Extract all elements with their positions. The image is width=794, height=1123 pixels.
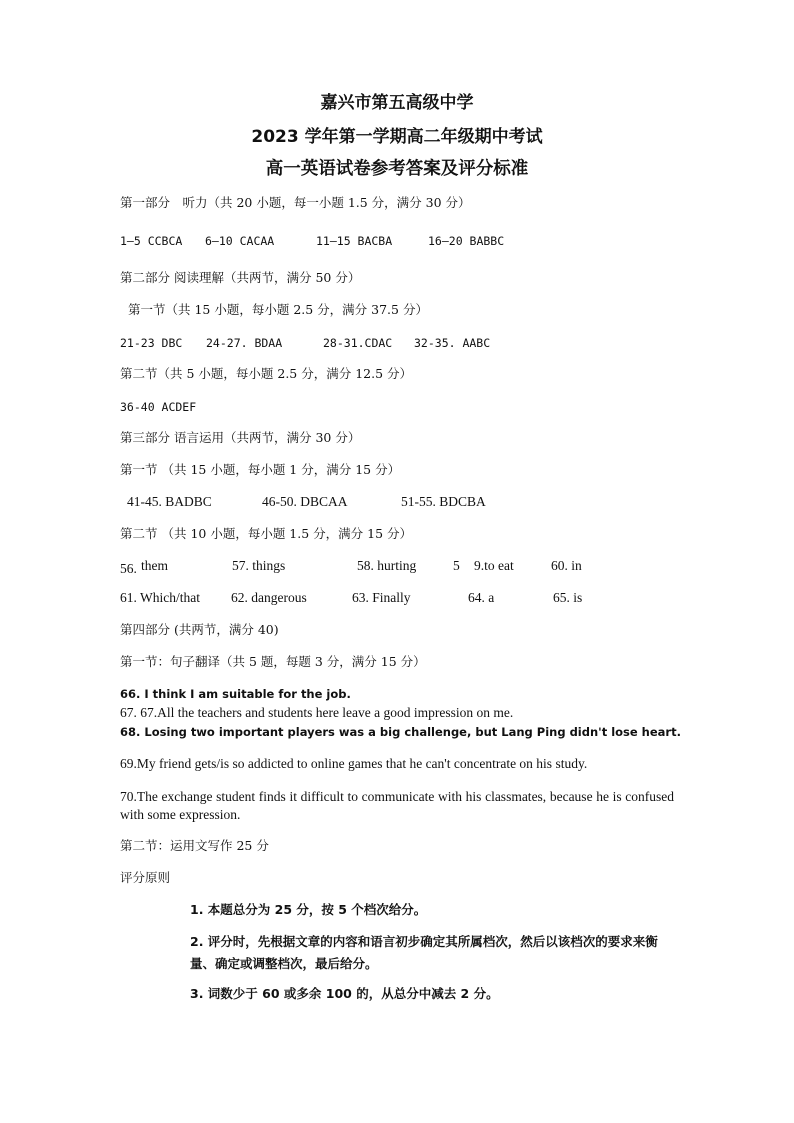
answer-58: 58. hurting	[357, 558, 417, 573]
answer-63: 63. Finally	[352, 590, 411, 605]
exam-title: 2023 学年第一学期高二年级期中考试	[251, 127, 543, 147]
part2-section2-heading: 第二节（共 5 小题，每小题 2.5 分，满分 12.5 分）	[120, 366, 413, 381]
translation-70: 70.The exchange student finds it difficult to communicate with his classmates, because he is confused with some expression.	[120, 789, 674, 822]
part4-section1-heading: 第一节：句子翻译（共 5 题，每题 3 分，满分 15 分）	[120, 654, 426, 669]
translation-68: 68. Losing two important players was a big challenge, but Lang Ping didn't lose heart.	[120, 725, 681, 739]
part1-heading: 第一部分 听力（共 20 小题，每一小题 1.5 分，满分 30 分）	[120, 195, 471, 210]
translation-69: 69.My friend gets/is so addicted to online games that he can't concentrate on his study.	[120, 756, 588, 771]
scoring-rule-2: 2. 评分时，先根据文章的内容和语言初步确定其所属档次，然后以该档次的要求来衡量、确定或调整档次，最后给分。	[190, 934, 658, 971]
answer-57: 57. things	[232, 558, 286, 573]
part3-s1-answer-3: 51-55. BDCBA	[401, 494, 486, 509]
answer-key-title: 高一英语试卷参考答案及评分标准	[265, 159, 529, 179]
scoring-rule-1: 1. 本题总分为 25 分，按 5 个档次给分。	[190, 902, 427, 917]
part2-s1-answer-3: 28-31.CDAC	[323, 336, 393, 350]
answer-56: them	[141, 558, 168, 573]
part2-s1-answer-2: 24-27. BDAA	[206, 336, 283, 350]
part3-section2-heading: 第二节 （共 10 小题，每小题 1.5 分，满分 15 分）	[120, 526, 413, 541]
part2-s1-answer-1: 21-23 DBC	[120, 336, 183, 350]
answer-65: 65. is	[553, 590, 583, 605]
part1-answer-1: 1—5 CCBCA	[120, 234, 183, 248]
part2-s2-answer-1: 36-40 ACDEF	[120, 400, 197, 414]
part3-heading: 第三部分 语言运用（共两节，满分 30 分）	[120, 430, 361, 445]
translation-66: 66. I think I am suitable for the job.	[120, 687, 351, 701]
answer-64: 64. a	[468, 590, 495, 605]
part4-heading: 第四部分 (共两节，满分 40)	[120, 622, 279, 637]
scoring-principles-label: 评分原则	[120, 870, 171, 885]
part2-heading: 第二部分 阅读理解（共两节，满分 50 分）	[120, 270, 361, 285]
translation-67: 67. 67.All the teachers and students here leave a good impression on me.	[120, 705, 514, 720]
answer-56-number: 56.	[120, 561, 137, 576]
part3-s1-answer-1: 41-45. BADBC	[127, 494, 212, 509]
part2-section1-heading: 第一节（共 15 小题，每小题 2.5 分，满分 37.5 分）	[128, 302, 428, 317]
answer-61: 61. Which/that	[120, 590, 200, 605]
answer-62: 62. dangerous	[231, 590, 307, 605]
part2-s1-answer-4: 32-35. AABC	[414, 336, 491, 350]
part3-s1-answer-2: 46-50. DBCAA	[262, 494, 348, 509]
answer-59: 9.to eat	[474, 558, 514, 573]
answer-60: 60. in	[551, 558, 582, 573]
part4-section2-heading: 第二节：运用文写作 25 分	[120, 838, 269, 853]
part1-answer-4: 16—20 BABBC	[428, 234, 505, 248]
answer-59-prefix: 5	[453, 558, 460, 573]
part3-section1-heading: 第一节 （共 15 小题，每小题 1 分，满分 15 分）	[120, 462, 401, 477]
scoring-rule-3: 3. 词数少于 60 或多余 100 的，从总分中减去 2 分。	[190, 986, 499, 1001]
school-name: 嘉兴市第五高级中学	[320, 93, 474, 113]
part1-answer-2: 6—10 CACAA	[205, 234, 275, 248]
part1-answer-3: 11—15 BACBA	[316, 234, 393, 248]
